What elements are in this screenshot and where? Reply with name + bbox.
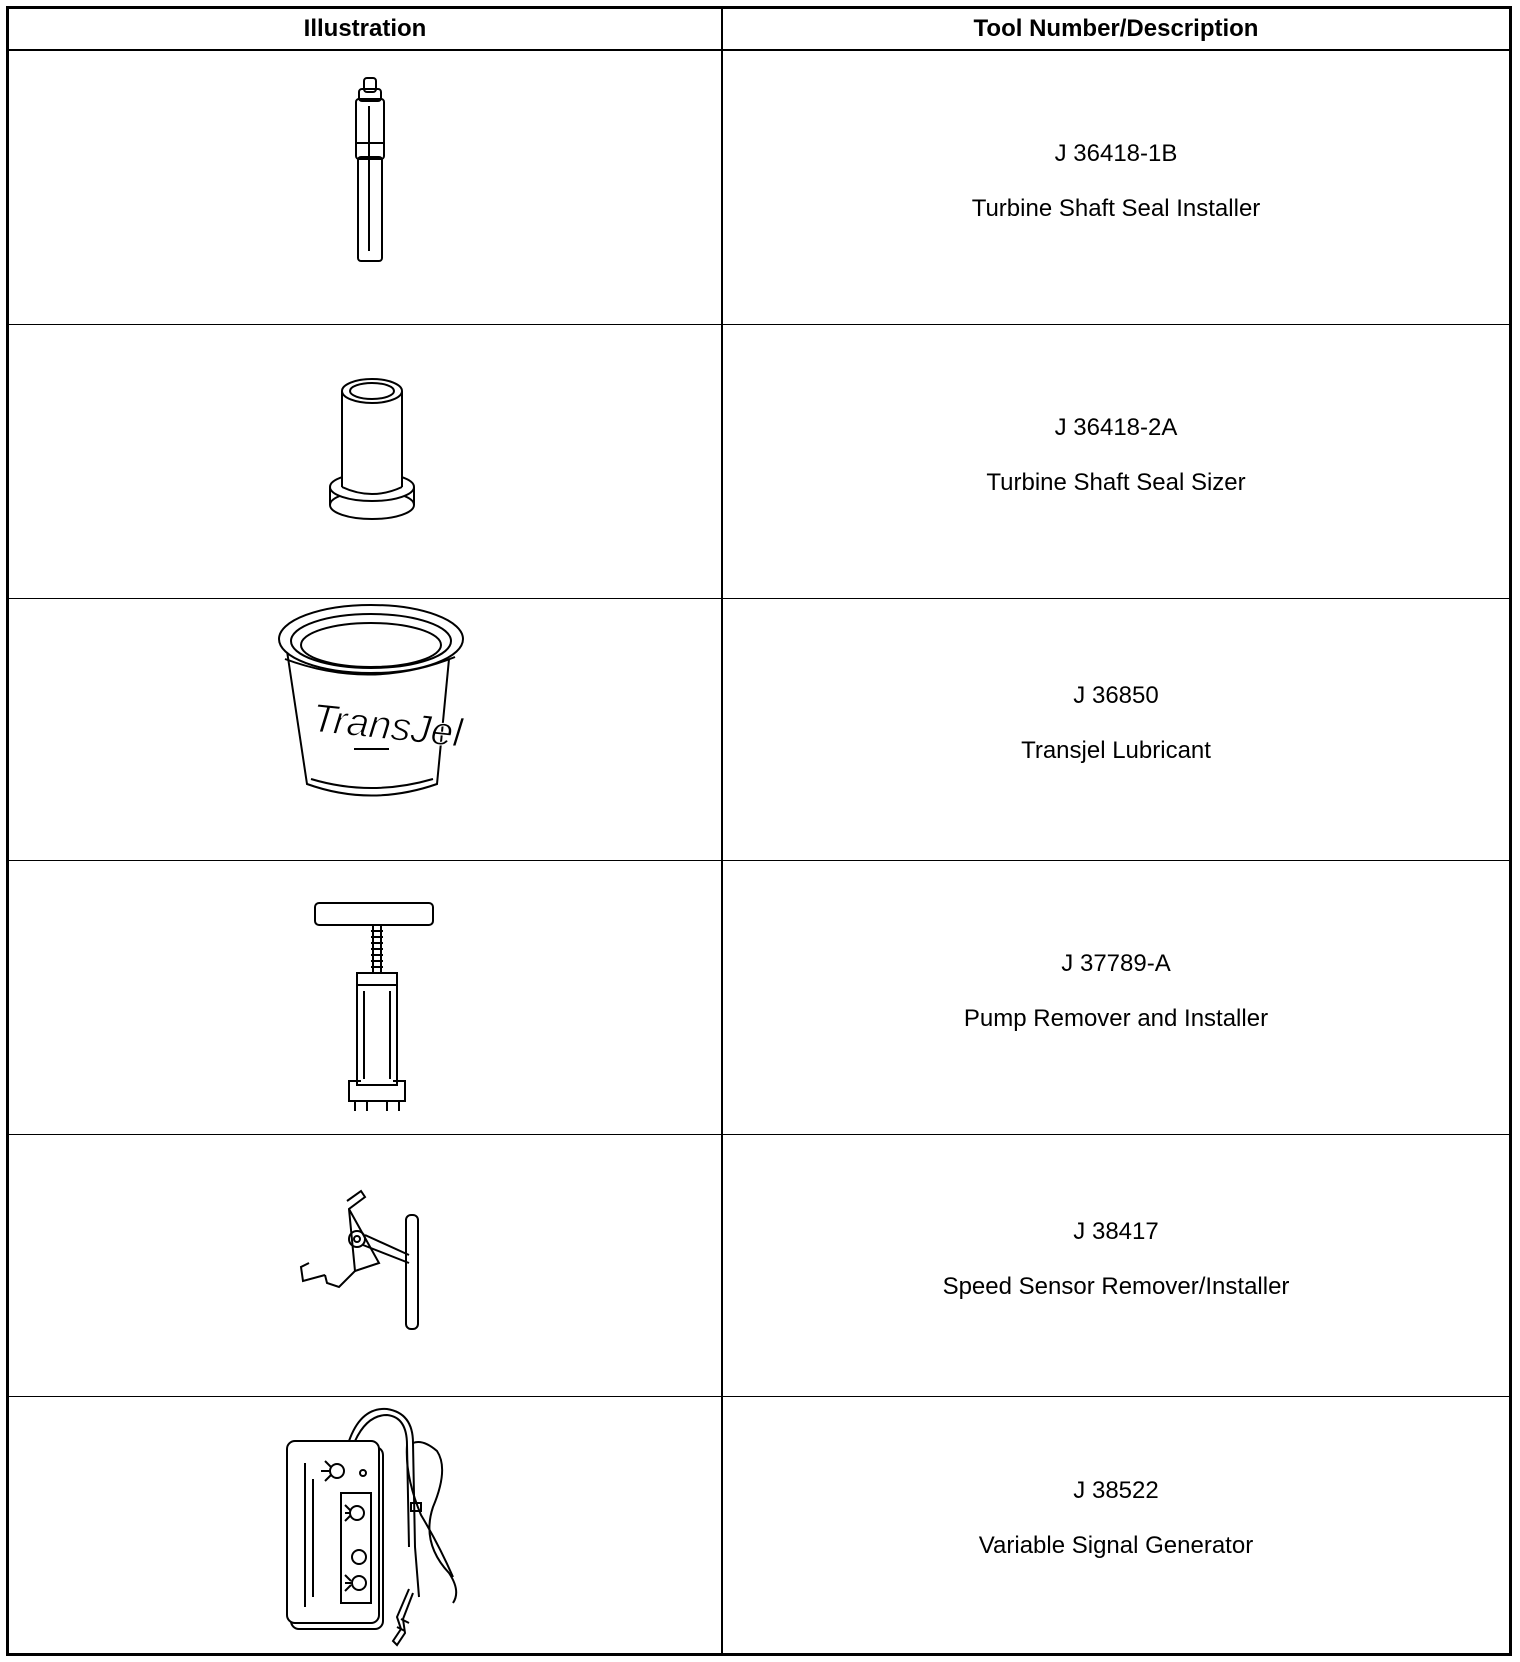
tool-number: J 36418-1B	[1054, 139, 1178, 167]
tool-description: Transjel Lubricant	[1021, 736, 1211, 764]
description-cell	[723, 1397, 1509, 1653]
transjel-label: TransJel	[310, 696, 465, 756]
table-row	[9, 599, 1509, 861]
table-row	[9, 1135, 1509, 1397]
column-divider	[721, 9, 723, 1653]
variable-signal-generator-icon	[9, 1397, 721, 1653]
tool-description: Turbine Shaft Seal Installer	[971, 194, 1261, 222]
turbine-shaft-seal-installer-icon	[9, 51, 721, 325]
description-cell	[723, 325, 1509, 598]
tool-table	[6, 6, 1512, 1656]
description-cell	[723, 599, 1509, 860]
tool-number: J 38522	[1073, 1477, 1159, 1504]
table-row	[9, 1397, 1509, 1653]
tool-number: J 36418-2A	[1054, 413, 1178, 441]
illustration-cell	[9, 1135, 721, 1396]
description-cell	[723, 1135, 1509, 1396]
pump-remover-installer-icon	[9, 861, 721, 1135]
illustration-cell	[9, 51, 721, 324]
table-row	[9, 325, 1509, 599]
turbine-shaft-seal-sizer-icon	[9, 325, 721, 599]
header-illustration: Illustration	[303, 15, 427, 42]
description-cell	[723, 861, 1509, 1134]
tool-description: Speed Sensor Remover/Installer	[942, 1272, 1290, 1300]
tool-number: J 37789-A	[1061, 949, 1171, 977]
header-tool-number-description: Tool Number/Description	[973, 15, 1259, 42]
transjel-lubricant-tub-icon	[9, 599, 721, 861]
illustration-cell	[9, 325, 721, 598]
table-row	[9, 51, 1509, 325]
tool-description: Variable Signal Generator	[978, 1532, 1254, 1559]
illustration-cell	[9, 861, 721, 1134]
illustration-cell	[9, 1397, 721, 1653]
speed-sensor-remover-installer-icon	[9, 1135, 721, 1397]
table-header	[9, 9, 1509, 51]
description-cell	[723, 51, 1509, 324]
tool-description: Pump Remover and Installer	[963, 1004, 1269, 1032]
table-row	[9, 861, 1509, 1135]
tool-description: Turbine Shaft Seal Sizer	[986, 468, 1246, 496]
tool-number: J 38417	[1073, 1217, 1159, 1245]
tool-number: J 36850	[1073, 681, 1159, 709]
illustration-cell	[9, 599, 721, 860]
